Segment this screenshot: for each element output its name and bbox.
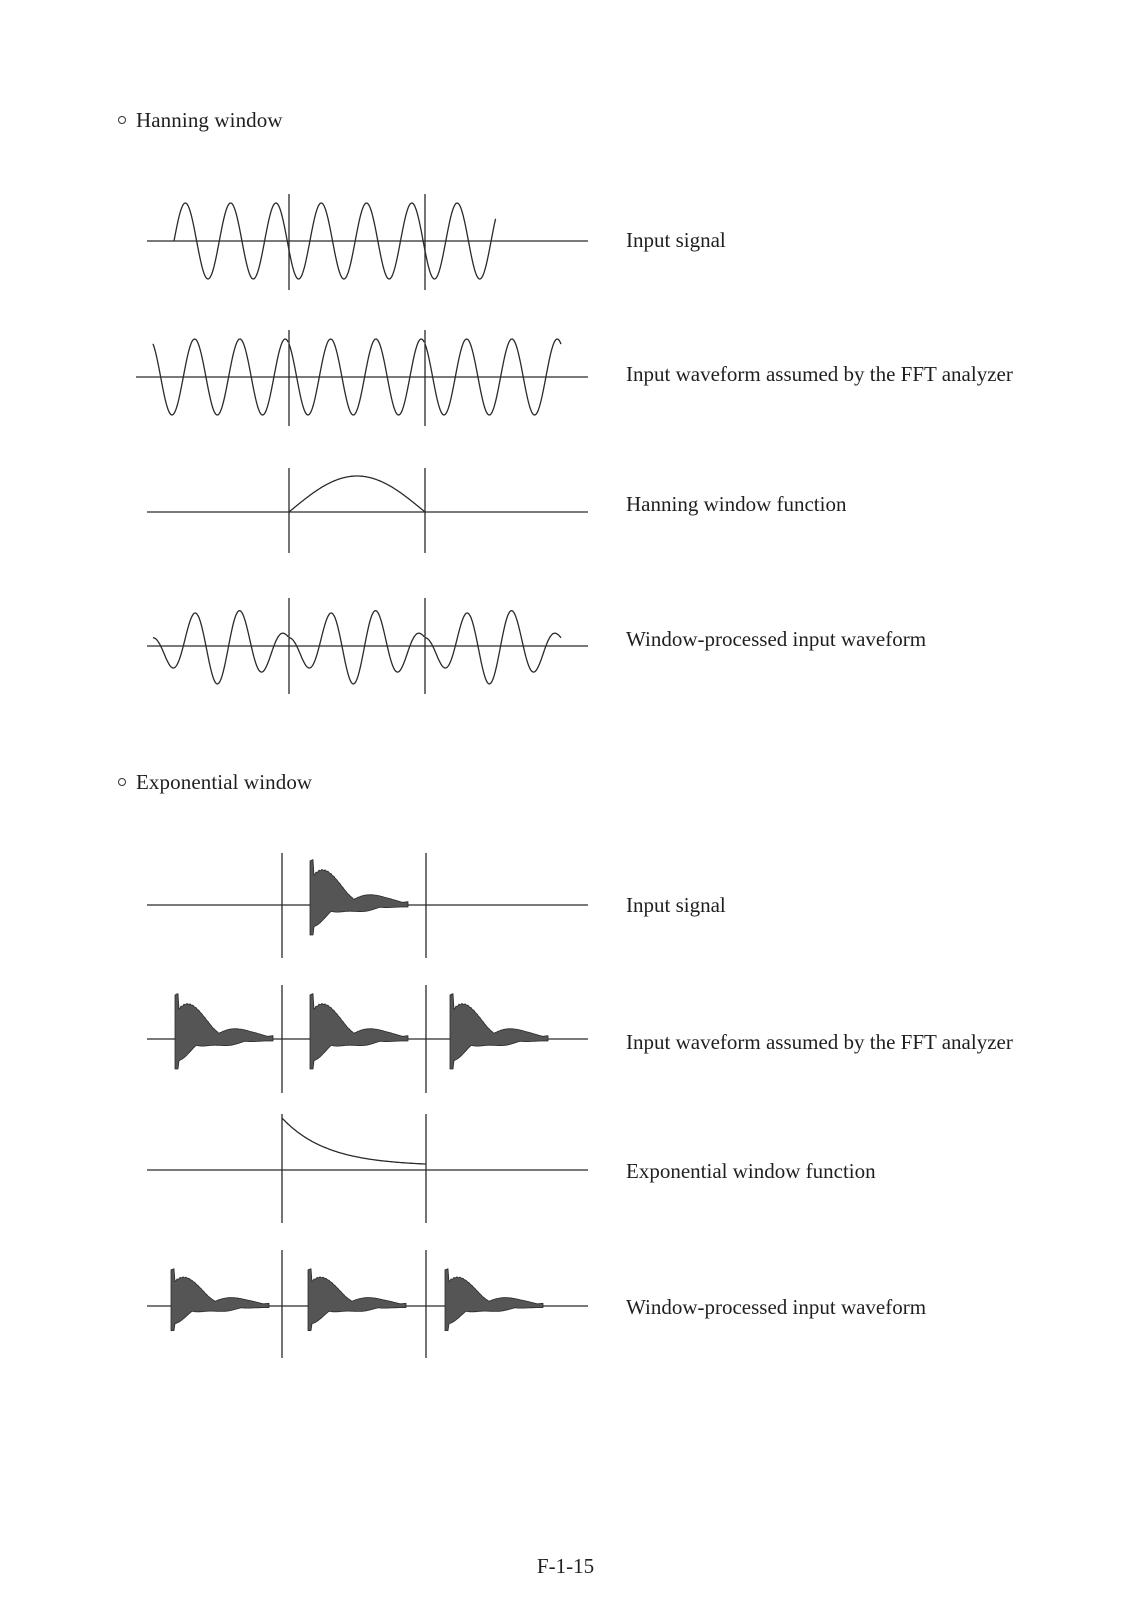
hanning-window-function-label: Hanning window function — [626, 492, 847, 516]
hanning-section-title: Hanning window — [136, 108, 283, 132]
page-number: F-1-15 — [536, 1554, 595, 1578]
transient-burst-3 — [450, 994, 548, 1069]
hanning-processed-waveform-plot — [147, 598, 588, 694]
exponential-section-title: Exponential window — [136, 770, 313, 794]
transient-burst-1 — [175, 994, 273, 1069]
exponential-curve — [282, 1118, 426, 1164]
windowed-wave-segment-3 — [425, 611, 561, 684]
transient-burst-2 — [310, 994, 408, 1069]
hanning-window-function-plot — [147, 468, 588, 553]
hanning-curve — [289, 476, 425, 512]
windowed-wave-segment-1 — [153, 611, 288, 684]
exponential-window-function-plot — [147, 1114, 588, 1223]
hanning-processed-waveform-label: Window-processed input waveform — [626, 627, 927, 651]
windowed-wave-segment-2 — [289, 611, 424, 684]
exponential-window-function-label: Exponential window function — [626, 1159, 876, 1183]
exponential-assumed-waveform-label: Input waveform assumed by the FFT analyzer — [626, 1030, 1013, 1054]
exponential-input-signal-label: Input signal — [626, 893, 726, 917]
transient-burst — [310, 860, 408, 935]
hanning-assumed-waveform-label: Input waveform assumed by the FFT analyzer — [626, 362, 1013, 386]
exponential-assumed-waveform-plot — [147, 985, 588, 1093]
hanning-input-signal-label: Input signal — [626, 228, 726, 252]
windowed-burst-3 — [445, 1269, 543, 1331]
exponential-processed-waveform-plot — [147, 1250, 588, 1358]
windowed-burst-1 — [171, 1269, 269, 1331]
hanning-assumed-waveform-plot — [136, 330, 588, 426]
hanning-input-signal-plot — [147, 194, 588, 290]
exponential-input-signal-plot — [147, 853, 588, 958]
exponential-processed-waveform-label: Window-processed input waveform — [626, 1295, 927, 1319]
windowed-burst-2 — [308, 1269, 406, 1331]
